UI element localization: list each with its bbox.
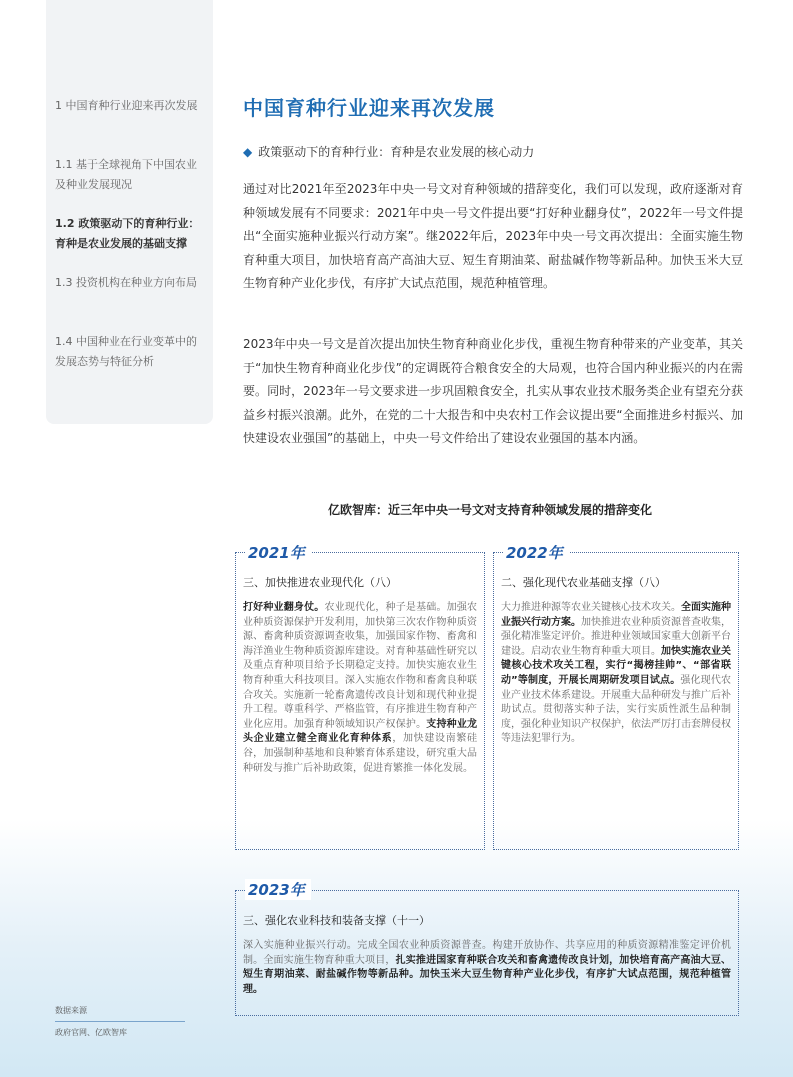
box-2023-bold-1: 扎实推进国家育种联合攻关和畜禽遗传改良计划，加快培育高产高油大豆、短生育期油菜、耐盐碱作物等新品种。加快玉米大豆生物育种产业化步伐，有序扩大试点范围，规范种植管理。: [243, 954, 732, 995]
year-label-2023: 2023年: [245, 879, 311, 900]
toc-item-1-2[interactable]: 1.2 政策驱动下的育种行业：育种是农业发展的基础支撑: [55, 217, 200, 250]
source-divider: [55, 1021, 185, 1022]
section-subhead: [243, 143, 534, 160]
body-paragraph-2: 2023年中央一号文是首次提出加快生物育种商业化步伐，重视生物育种带来的产业变革，其关于“加快生物育种商业化步伐”的定调既符合粮食安全的大局观，也符合国内种业振兴的内在需要。同时，2023年一号文要求进一步巩固粮食安全，扎实从事农业技术服务类企业有望充分获益乡村振兴浪潮。此外，在党的二十大报告和中央农村工作会议提出要“全面推进乡村振兴、加快建设农业强国”的基础上，中央一号文件给出了建设农业强国的基本内涵。: [243, 337, 743, 445]
year-label-2022: 2022年: [503, 542, 569, 563]
source-value: 政府官网、亿欧智库: [55, 1028, 127, 1037]
toc-item-1-4[interactable]: 1.4 中国种业在行业变革中的发展态势与特征分析: [55, 335, 197, 368]
source-label: 数据来源: [55, 1006, 87, 1015]
year-label-2021: 2021年: [245, 542, 311, 563]
box-2022-text-1: 大力推进种源等农业关键核心技术攻关。: [501, 602, 681, 613]
box-2021-body: [243, 601, 477, 776]
box-2021-heading: 三、加快推进农业现代化（八）: [243, 576, 397, 589]
box-2022-bold-1: 全面实施种业振兴行动方案。: [501, 602, 731, 628]
toc-item-1-1[interactable]: 1.1 基于全球视角下中国农业及种业发展现况: [55, 158, 197, 191]
box-2021-bold-1: 打好种业翻身仗。: [243, 602, 325, 613]
box-2021-bold-2: 支持种业龙头企业建立健全商业化育种体系: [243, 718, 478, 745]
body-paragraph-1: 通过对比2021年至2023年中央一号文对育种领域的措辞变化，我们可以发现，政府逐渐对育种领域发展有不同要求：2021年中央一号文件提出要“打好种业翻身仗”，2022年一号文件提出“全面实施种业振兴行动方案”。继2022年后，2023年中央一号文再次提出：全面实施生物育种重大项目，加快培育高产高油大豆、短生育期油菜、耐盐碱作物等新品种。加快玉米大豆生物育种产业化步伐，有序扩大试点范围，规范种植管理。: [243, 182, 743, 290]
box-2022-heading: 二、强化现代农业基础支撑（八）: [501, 576, 666, 589]
page-title: 中国育种行业迎来再次发展: [243, 96, 495, 120]
box-2022-body: [501, 601, 731, 747]
box-2021-text-1: 农业现代化，种子是基础。加强农业种质资源保护开发利用，加快第三次农作物种质资源、畜禽种质资源调查收集，加强国家作物、畜禽和海洋渔业生物种质资源库建设。对育种基础性研究以及重点育种项目给予长期稳定支持。加快实施农业生物育种重大科技项目。深入实施农作物和畜禽良种联合攻关。实施新一轮畜禽遗传改良计划和现代种业提升工程。尊重科学、严格监管，有序推进生物育种产业化应用。加强育种领域知识产权保护。: [243, 602, 478, 730]
box-2023-heading: 三、强化农业科技和装备支撑（十一）: [243, 914, 430, 927]
diamond-icon: ◆: [243, 145, 253, 159]
box-2023-text-1: 深入实施种业振兴行动。完成全国农业种质资源普查。构建开放协作、共享应用的种质资源精准鉴定评价机制。全面实施生物育种重大项目，: [243, 940, 731, 966]
subhead-text: 政策驱动下的育种行业：育种是农业发展的核心动力: [258, 145, 535, 159]
toc-item-1[interactable]: 1 中国育种行业迎来再次发展: [55, 99, 198, 112]
toc-item-1-3[interactable]: 1.3 投资机构在种业方向布局: [55, 276, 197, 289]
box-2022-text-2: 加快推进农业种质资源普查收集，强化精准鉴定评价。推进种业领域国家重大创新平台建设。启动农业生物育种重大项目。: [501, 616, 731, 657]
box-2022-text-3: 强化现代农业产业技术体系建设。开展重大品种研发与推广后补助试点。贯彻落实种子法，实行实质性派生品种制度，强化种业知识产权保护，依法严厉打击套牌侵权等违法犯罪行为。: [501, 674, 731, 745]
box-2022-bold-2: 加快实施农业关键核心技术攻关工程，实行“揭榜挂帅”、“部省联动”等制度，开展长周期研发项目试点。: [501, 645, 731, 686]
box-2023-body: [243, 939, 731, 997]
box-2021-text-2: ，加快建设南繁硅谷，加强制种基地和良种繁育体系建设，研究重大品种研发与推广后补助政策，促进育繁推一体化发展。: [243, 733, 478, 774]
chart-title: 亿欧智库：近三年中央一号文对支持育种领域发展的措辞变化: [327, 503, 652, 517]
